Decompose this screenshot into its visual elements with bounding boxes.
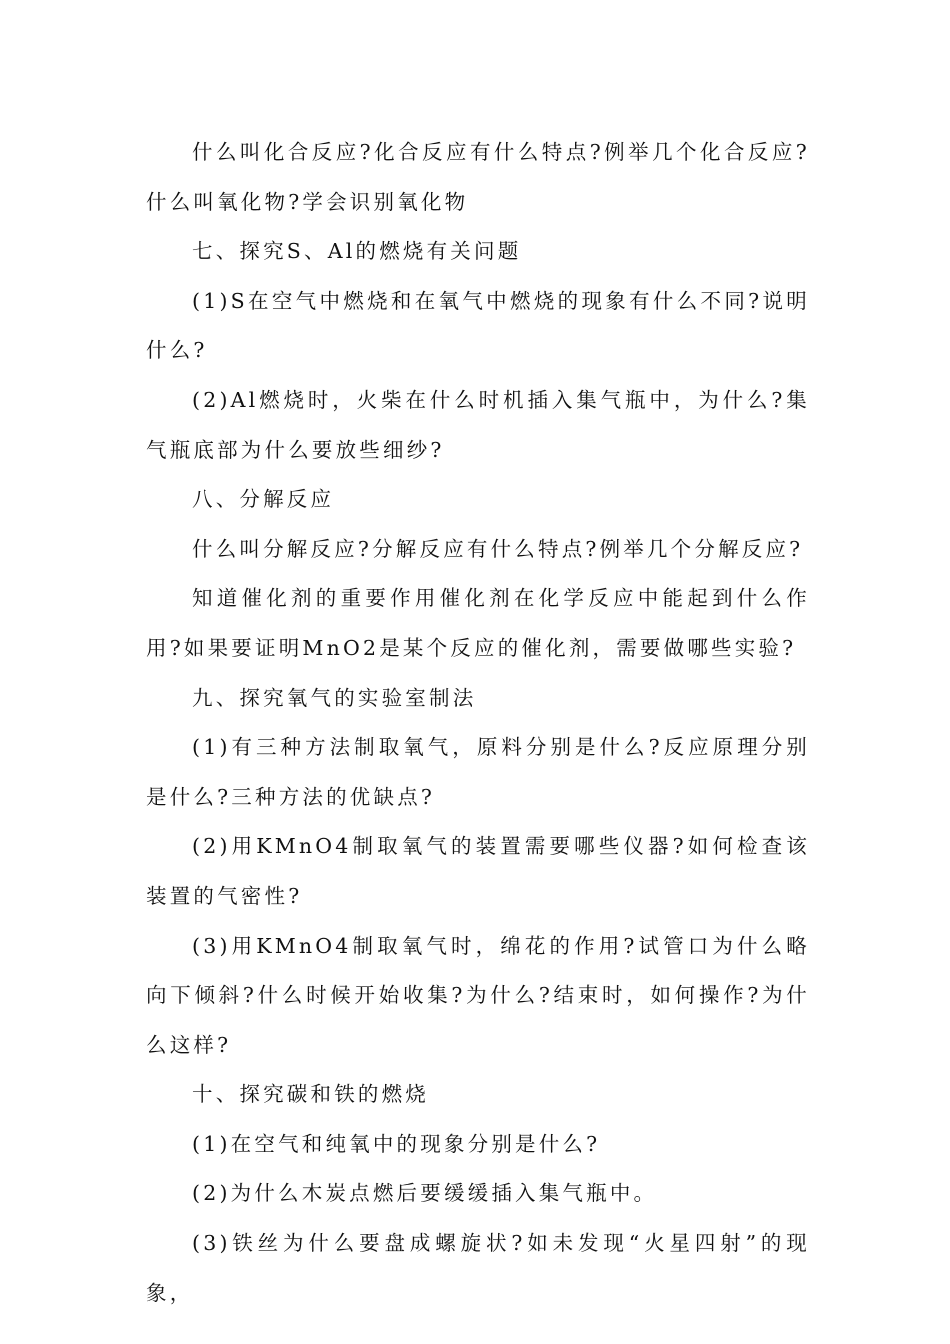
paragraph-air-vs-oxygen: (1)在空气和纯氧中的现象分别是什么? [192, 1131, 601, 1156]
paragraph-oxygen-methods: (1)有三种方法制取氧气，原料分别是什么?反应原理分别是什么?三种方法的优缺点? [146, 735, 810, 809]
heading-section-7: 七、探究S、Al的燃烧有关问题 [192, 239, 522, 264]
paragraph-catalyst: 知道催化剂的重要作用催化剂在化学反应中能起到什么作用?如果要证明MnO2是某个反应的催化剂，需要做哪些实验? [146, 586, 810, 660]
heading-section-9: 九、探究氧气的实验室制法 [192, 685, 477, 710]
paragraph-sulfur-combustion: (1)S在空气中燃烧和在氧气中燃烧的现象有什么不同?说明什么? [146, 288, 810, 363]
paragraph-kmno4-apparatus: (2)用KMnO4制取氧气的装置需要哪些仪器?如何检查该装置的气密性? [146, 834, 810, 908]
paragraph-combination-reaction: 什么叫化合反应?化合反应有什么特点?例举几个化合反应?什么叫氧化物?学会识别氧化物 [146, 140, 810, 214]
paragraph-charcoal-insertion: (2)为什么木炭点燃后要缓缓插入集气瓶中。 [192, 1181, 658, 1206]
paragraph-decomposition-reaction: 什么叫分解反应?分解反应有什么特点?例举几个分解反应? [192, 536, 804, 561]
paragraph-kmno4-procedure: (3)用KMnO4制取氧气时，绵花的作用?试管口为什么略向下倾斜?什么时候开始收集?为什么?结束时，如何操作?为什么这样? [146, 933, 810, 1057]
paragraph-aluminum-combustion: (2)Al燃烧时，火柴在什么时机插入集气瓶中，为什么?集气瓶底部为什么要放些细纱? [146, 387, 810, 462]
heading-section-10: 十、探究碳和铁的燃烧 [192, 1082, 429, 1107]
document-body [146, 128, 810, 1318]
heading-section-8: 八、分解反应 [192, 487, 335, 512]
paragraph-iron-wire: (3)铁丝为什么要盘成螺旋状?如未发现“火星四射”的现象， [146, 1231, 810, 1305]
